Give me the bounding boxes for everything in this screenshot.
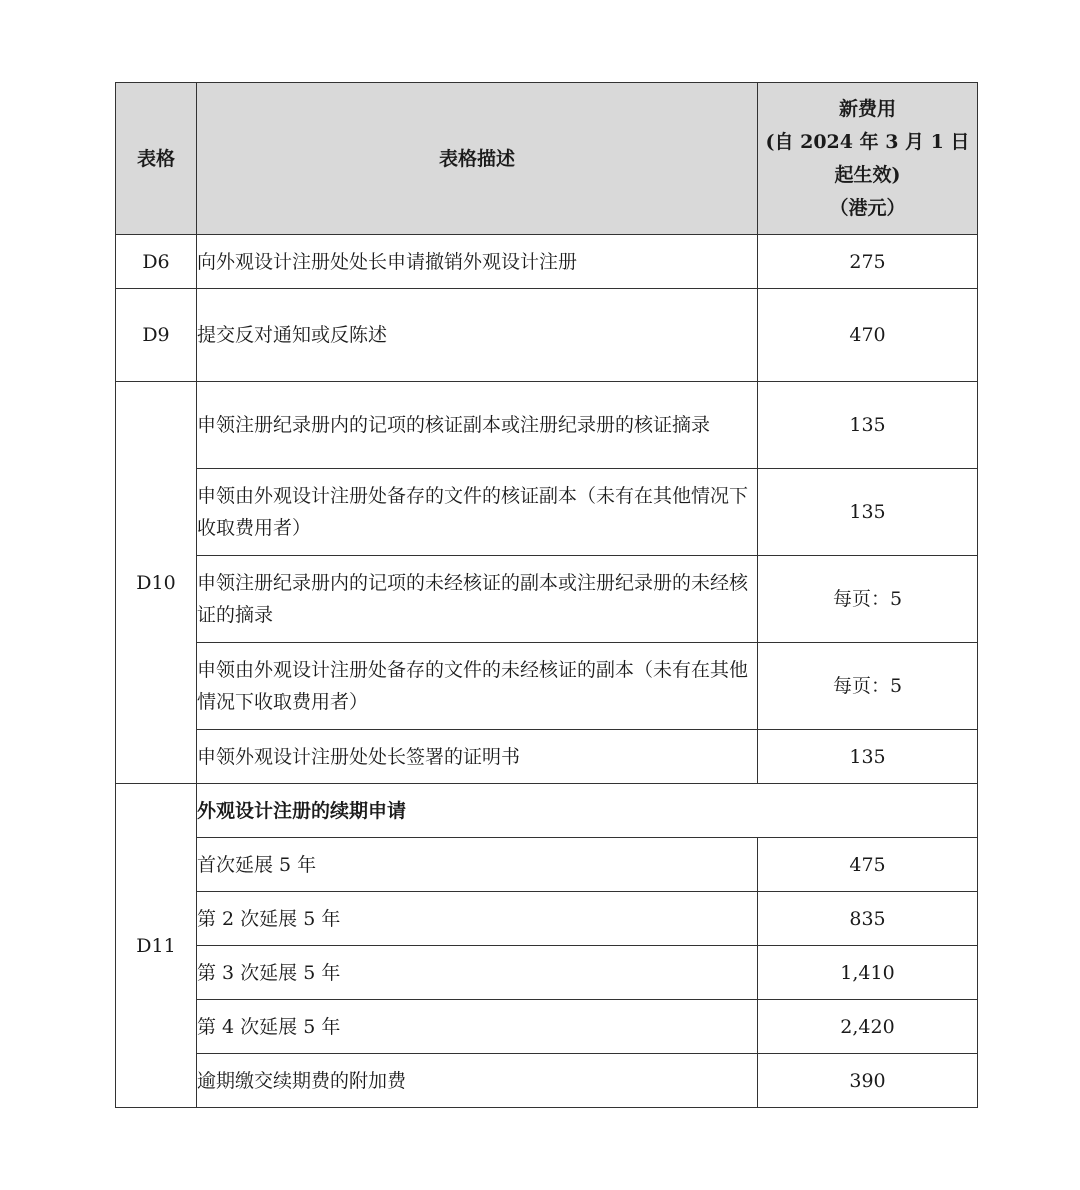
- form-code: D9: [116, 289, 197, 382]
- table-row: [116, 946, 978, 1000]
- table-row: [116, 382, 978, 469]
- table-row: [116, 643, 978, 730]
- form-code: D10: [116, 382, 197, 784]
- fee-value: 470: [758, 289, 978, 382]
- table-row: [116, 556, 978, 643]
- table-row: [116, 784, 978, 838]
- form-description: 向外观设计注册处处长申请撤销外观设计注册: [197, 235, 758, 289]
- table-row: [116, 892, 978, 946]
- fee-value: 每页：5: [758, 643, 978, 730]
- form-description: 第 3 次延展 5 年: [197, 946, 758, 1000]
- form-description: 第 2 次延展 5 年: [197, 892, 758, 946]
- table-row: [116, 469, 978, 556]
- fee-value: 835: [758, 892, 978, 946]
- table-row: [116, 730, 978, 784]
- fee-value: 135: [758, 382, 978, 469]
- form-description: 提交反对通知或反陈述: [197, 289, 758, 382]
- header-fee-line: （港元）: [829, 196, 906, 219]
- form-description: 首次延展 5 年: [197, 838, 758, 892]
- table-row: [116, 289, 978, 382]
- fee-value: 475: [758, 838, 978, 892]
- header-fee-line: 起生效): [834, 163, 901, 186]
- fee-table: [115, 82, 978, 1108]
- header-row: [116, 83, 978, 235]
- fee-value: 135: [758, 469, 978, 556]
- header-fee-line: 新费用: [838, 97, 896, 120]
- section-subheading: 外观设计注册的续期申请: [197, 784, 978, 838]
- header-fee-line: (自 2024 年 3 月 1 日: [765, 130, 970, 153]
- fee-value: 275: [758, 235, 978, 289]
- form-description: 申领由外观设计注册处备存的文件的核证副本（未有在其他情况下收取费用者）: [197, 469, 758, 556]
- header-description: 表格描述: [197, 83, 758, 235]
- fee-value: 每页：5: [758, 556, 978, 643]
- table-row: [116, 235, 978, 289]
- header-fee: [758, 83, 978, 235]
- form-code: D11: [116, 784, 197, 1108]
- form-description: 申领注册纪录册内的记项的未经核证的副本或注册纪录册的未经核证的摘录: [197, 556, 758, 643]
- fee-value: 1,410: [758, 946, 978, 1000]
- form-code: D6: [116, 235, 197, 289]
- form-description: 申领注册纪录册内的记项的核证副本或注册纪录册的核证摘录: [197, 382, 758, 469]
- form-description: 第 4 次延展 5 年: [197, 1000, 758, 1054]
- table-row: [116, 1000, 978, 1054]
- form-description: 申领由外观设计注册处备存的文件的未经核证的副本（未有在其他情况下收取费用者）: [197, 643, 758, 730]
- fee-value: 135: [758, 730, 978, 784]
- header-form: 表格: [116, 83, 197, 235]
- form-description: 逾期缴交续期费的附加费: [197, 1054, 758, 1108]
- form-description: 申领外观设计注册处处长签署的证明书: [197, 730, 758, 784]
- table-row: [116, 838, 978, 892]
- fee-value: 2,420: [758, 1000, 978, 1054]
- fee-value: 390: [758, 1054, 978, 1108]
- table-row: [116, 1054, 978, 1108]
